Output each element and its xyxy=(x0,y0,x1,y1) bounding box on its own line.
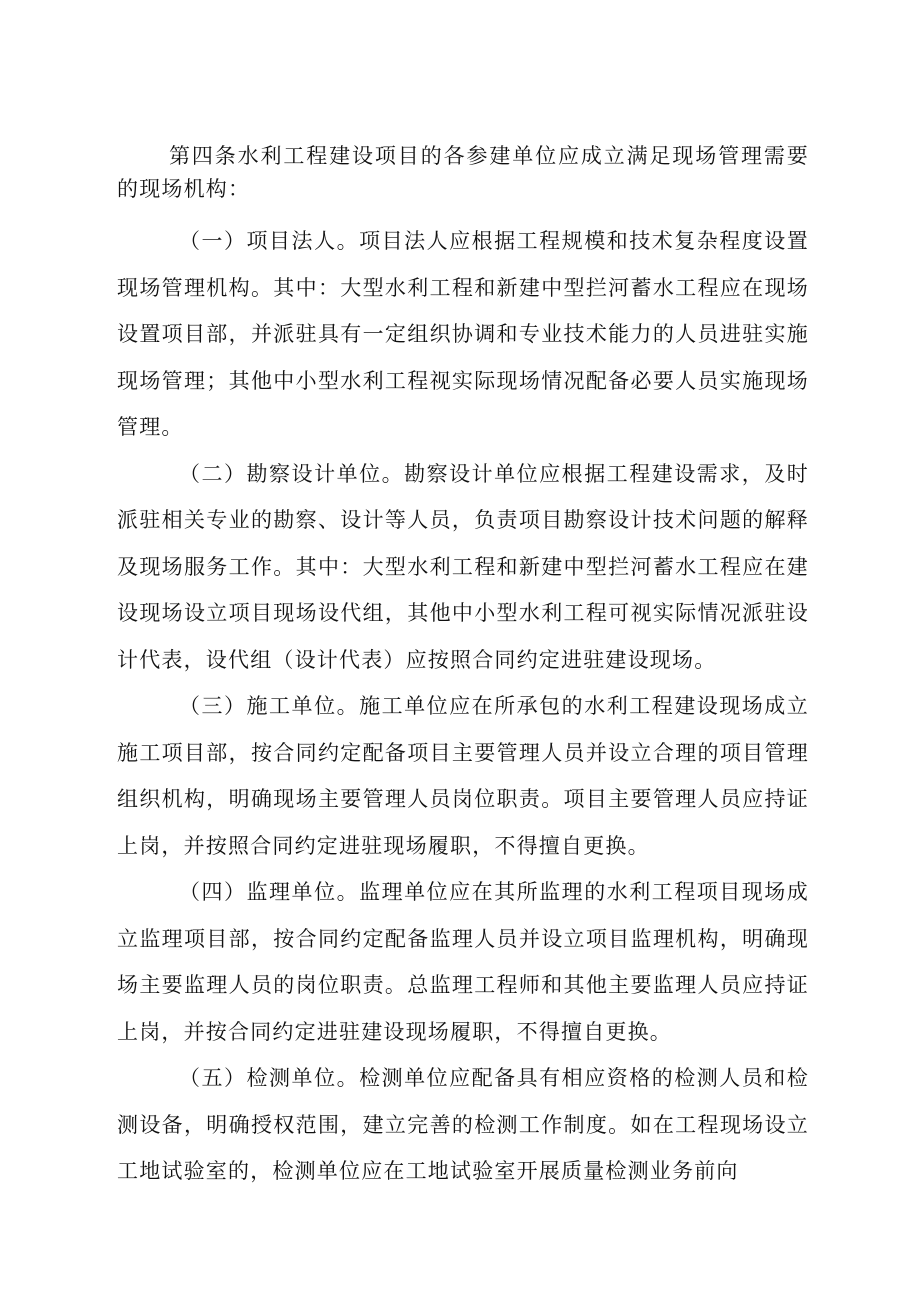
clause-1-project-legal-person: （一）项目法人。项目法人应根据工程规模和技术复杂程度设置现场管理机构。其中：大型水利工程和新建中型拦河蓄水工程应在现场设置项目部，并派驻具有一定组织协调和专业技术能力的人员进驻实施现场管理；其他中小型水利工程视实际现场情况配备必要人员实施现场管理。 xyxy=(117,229,809,439)
article-4-intro: 第四条水利工程建设项目的各参建单位应成立满足现场管理需要的现场机构： xyxy=(117,144,809,201)
clause-4-supervision-unit: （四）监理单位。监理单位应在其所监理的水利工程项目现场成立监理项目部，按合同约定配备监理人员并设立项目监理机构，明确现场主要监理人员的岗位职责。总监理工程师和其他主要监理人员应持证上岗，并按合同约定进驻建设现场履职，不得擅自更换。 xyxy=(117,880,809,1044)
clause-5-testing-unit: （五）检测单位。检测单位应配备具有相应资格的检测人员和检测设备，明确授权范围，建立完善的检测工作制度。如在工程现场设立工地试验室的，检测单位应在工地试验室开展质量检测业务前向 xyxy=(117,1066,809,1183)
clause-3-construction-unit: （三）施工单位。施工单位应在所承包的水利工程建设现场成立施工项目部，按合同约定配备项目主要管理人员并设立合理的项目管理组织机构，明确现场主要管理人员岗位职责。项目主要管理人员应持证上岗，并按照合同约定进驻现场履职，不得擅自更换。 xyxy=(117,694,809,858)
document-body xyxy=(117,140,809,1195)
clause-2-survey-design-unit: （二）勘察设计单位。勘察设计单位应根据工程建设需求，及时派驻相关专业的勘察、设计等人员，负责项目勘察设计技术问题的解释及现场服务工作。其中：大型水利工程和新建中型拦河蓄水工程应在建设现场设立项目现场设代组，其他中小型水利工程可视实际情况派驻设计代表，设代组（设计代表）应按照合同约定进驻建设现场。 xyxy=(117,461,809,672)
